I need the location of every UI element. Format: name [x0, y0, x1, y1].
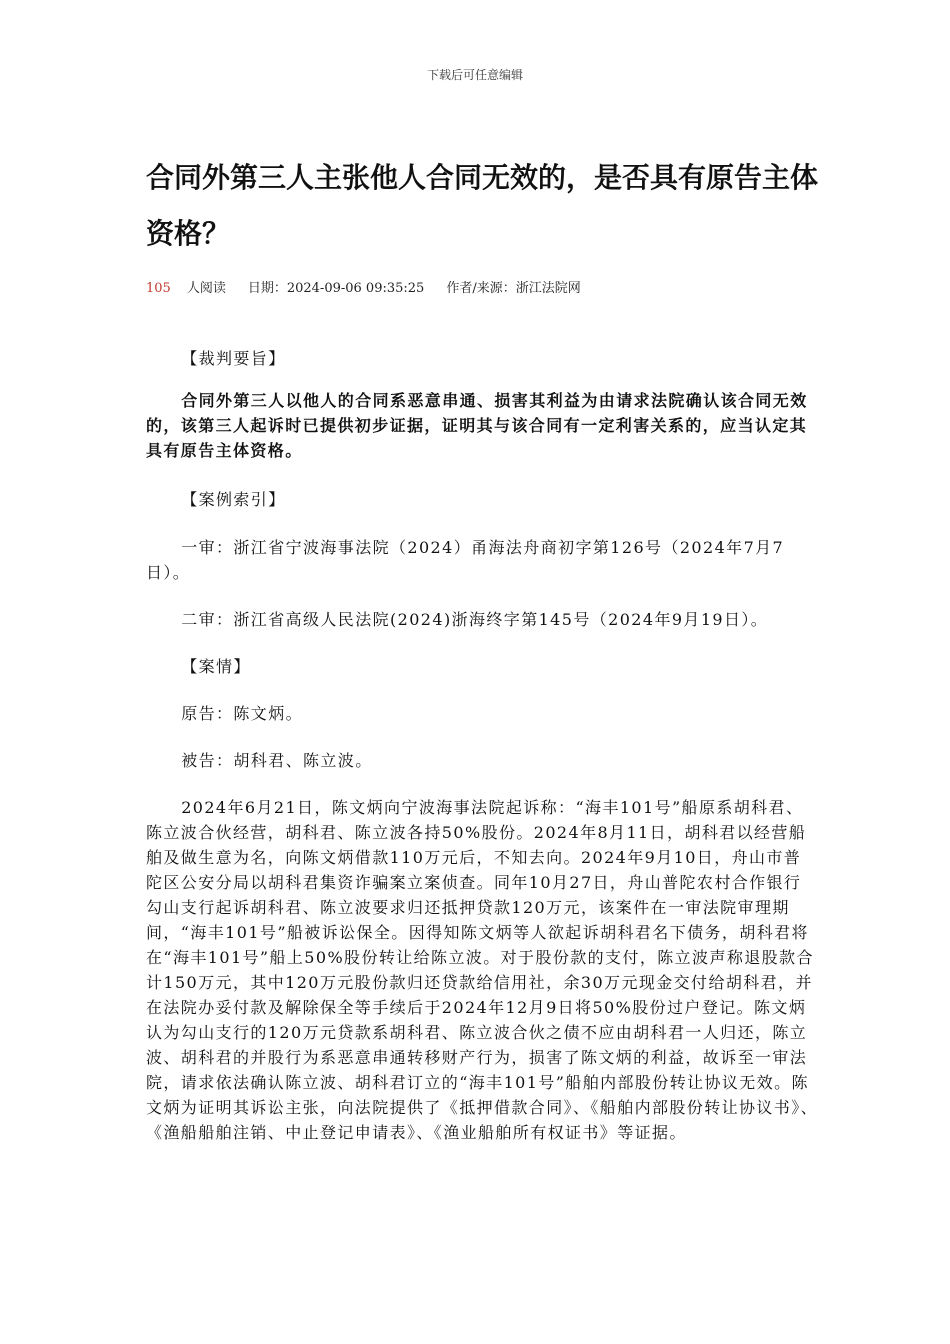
defendant: 被告：胡科君、陈立波。 [181, 751, 373, 770]
plaintiff: 原告：陈文炳。 [181, 704, 303, 723]
first-trial: 一审：浙江省宁波海事法院（2024）甬海法舟商初字第126号（2024年7月7日）。 [146, 538, 785, 582]
index-heading: 【案例索引】 [181, 490, 286, 509]
article-body [146, 340, 818, 1145]
facts-heading: 【案情】 [181, 657, 251, 676]
second-trial: 二审：浙江省高级人民法院(2024)浙海终字第145号（2024年9月19日）。 [181, 610, 769, 629]
read-label: 人阅读 [186, 281, 226, 296]
facts-text: 2024年6月21日，陈文炳向宁波海事法院起诉称：“海丰101号”船原系胡科君、陈立波合伙经营，胡科君、陈立波各持50%股份。2024年8月11日，胡科君以经营船舶及做生意为名，向陈文炳借款110万元后，不知去向。2024年9月10日，舟山市普陀区公安分局以胡科君集资诈骗案立案侦查。同年10月27日，舟山普陀农村合作银行勾山支行起诉胡科君、陈立波要求归还抵押贷款120万元，该案件在一审法院审理期间，“海丰101号”船被诉讼保全。因得知陈文炳等人欲起诉胡科君名下债务，胡科君将在“海丰101号”船上50%股份转让给陈立波。对于股份款的支付，陈立波声称退股款合计150万元，其中120万元股份款归还贷款给信用社，余30万元现金交付给胡科君，并在法院办妥付款及解除保全等手续后于2024年12月9日将50%股份过户登记。陈文炳认为勾山支行的120万元贷款系胡科君、陈立波合伙之债不应由胡科君一人归还，陈立波、胡科君的并股行为系恶意串通转移财产行为，损害了陈文炳的利益，故诉至一审法院，请求依法确认陈立波、胡科君订立的“海丰101号”船舶内部股份转让协议无效。陈文炳为证明其诉讼主张，向法院提供了《抵押借款合同》、《船舶内部股份转让协议书》、《渔船船舶注销、中止登记申请表》、《渔业船舶所有权证书》等证据。 [146, 798, 819, 1142]
article-title: 合同外第三人主张他人合同无效的，是否具有原告主体资格？ [146, 161, 819, 250]
gist-text: 合同外第三人以他人的合同系恶意串通、损害其利益为由请求法院确认该合同无效的，该第三人起诉时已提供初步证据，证明其与该合同有一定利害关系的，应当认定其具有原告主体资格。 [146, 391, 808, 460]
article-meta [146, 277, 581, 296]
read-count: 105 [146, 281, 171, 296]
gist-heading: 【裁判要旨】 [181, 349, 286, 368]
author-source: 作者/来源：浙江法院网 [446, 281, 581, 296]
page-header-note: 下载后可任意编辑 [426, 68, 523, 82]
publish-date: 日期：2024-09-06 09:35:25 [247, 281, 425, 296]
